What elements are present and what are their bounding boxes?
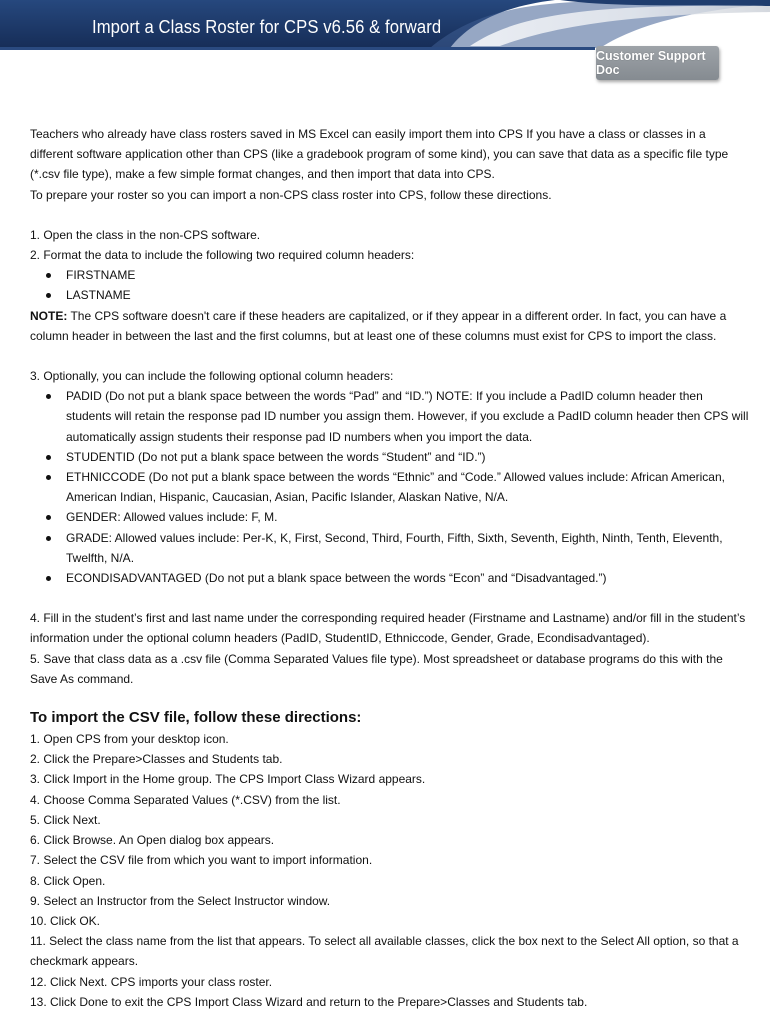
header-banner [0,0,770,96]
intro-paragraph: Teachers who already have class rosters saved in MS Excel can easily import them into CPS If you have a class or classes in a different software application other than CPS (like a gradebook program of some kind), you can save that data as a specific file type (*.csv file type), make a few simple format changes, and then import that data into CPS. [30,127,729,182]
import-steps-list [30,729,750,1012]
document-body [30,124,750,1012]
import-step: 7. Select the CSV file from which you want to import information. [30,853,373,868]
import-step: 6. Click Browse. An Open dialog box appears. [30,833,275,848]
import-step: 2. Click the Prepare>Classes and Students tab. [30,752,283,767]
prep-step-1: 1. Open the class in the non-CPS software. [30,227,261,242]
customer-support-badge: Customer Support Doc [596,46,719,80]
import-step: 4. Choose Comma Separated Values (*.CSV) from the list. [30,792,341,807]
list-item: ECONDISADVANTAGED (Do not put a blank space between the words “Econ” and “Disadvantaged.”) [66,568,750,588]
note-text: The CPS software doesn't care if these headers are capitalized, or if they appear in a different order. In fact, you can have a column header in between the last and the first columns, but at least one of these columns must exist for CPS to import the class. [30,308,727,343]
import-step: 1. Open CPS from your desktop icon. [30,732,229,747]
note-label: NOTE: [30,308,68,323]
list-item: ETHNICCODE (Do not put a blank space between the words “Ethnic” and “Code.” Allowed values include: African American, American Indian, Hispanic, Caucasian, Asian, Pacific Islander, Alaskan Native, N/A. [66,467,750,507]
list-item: LASTNAME [66,285,750,305]
list-item: STUDENTID (Do not put a blank space between the words “Student” and “ID.”) [66,447,750,467]
import-step: 3. Click Import in the Home group. The CPS Import Class Wizard appears. [30,772,426,787]
import-step: 9. Select an Instructor from the Select Instructor window. [30,893,331,908]
import-heading: To import the CSV file, follow these directions: [30,709,362,727]
import-step: 8. Click Open. [30,873,106,888]
required-headers-list [30,265,750,305]
prep-step-5: 5. Save that class data as a .csv file (Comma Separated Values file type). Most spreadsheet or database programs do this with the Save As command. [30,651,723,686]
intro-directions: To prepare your roster so you can import a non-CPS class roster into CPS, follow these directions. [30,187,552,202]
prep-step-3: 3. Optionally, you can include the following optional column headers: [30,369,394,384]
list-item: FIRSTNAME [66,265,750,285]
import-step: 5. Click Next. [30,812,101,827]
import-step: 12. Click Next. CPS imports your class roster. [30,974,273,989]
import-step: 10. Click OK. [30,913,101,928]
import-step: 11. Select the class name from the list that appears. To select all available classes, click the box next to the Select All option, so that a checkmark appears. [30,934,739,969]
prep-step-2: 2. Format the data to include the following two required column headers: [30,248,415,263]
document-title: Import a Class Roster for CPS v6.56 & forward [92,16,442,37]
note-paragraph [30,306,750,346]
optional-headers-list [30,386,750,588]
import-step: 13. Click Done to exit the CPS Import Class Wizard and return to the Prepare>Classes and Students tab. [30,994,588,1009]
list-item: GENDER: Allowed values include: F, M. [66,507,750,527]
list-item: PADID (Do not put a blank space between the words “Pad” and “ID.”) NOTE: If you include a PadID column header then students will retain the response pad ID number you assign them. However, if you exclude a PadID column header then CPS will automatically assign students their response pad ID numbers when you import the data. [66,386,750,447]
list-item: GRADE: Allowed values include: Per-K, K, First, Second, Third, Fourth, Fifth, Sixth, Seventh, Eighth, Ninth, Tenth, Eleventh, Twelfth, N/A. [66,528,750,568]
prep-step-4: 4. Fill in the student’s first and last name under the corresponding required header (Firstname and Lastname) and/or fill in the student’s information under the optional column headers (PadID, StudentID, Ethniccode, Gender, Grade, Econdisadvantaged). [30,611,746,646]
